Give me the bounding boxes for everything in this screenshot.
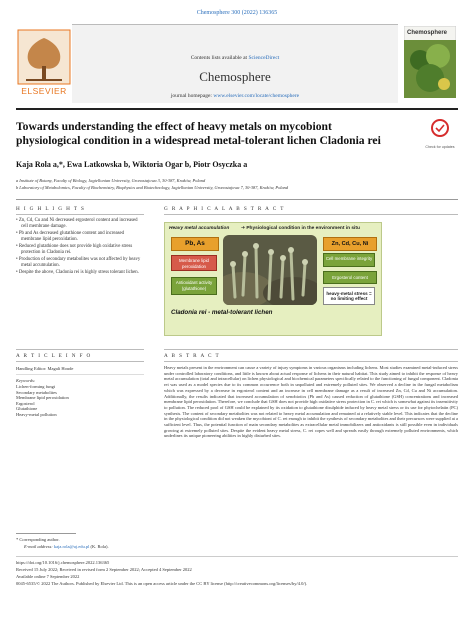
- highlights-heading: H I G H L I G H T S: [16, 206, 86, 212]
- article-info-rule-top: [16, 349, 144, 350]
- ga-lipid-box: Membrane lipid peroxidation: [171, 255, 217, 271]
- lichen-photo-image: [223, 235, 317, 305]
- article-title: Towards understanding the effect of heavy metals on mycobiont physiological condition in a widespread metal-tolerant lichen Cladonia rei: [16, 120, 381, 147]
- highlight-item: • Production of secondary metabolites was not affected by heavy metal accumulation.: [16, 257, 141, 268]
- keyword-item: Membrane lipid peroxidation: [16, 395, 69, 401]
- keywords-list: [16, 384, 144, 418]
- journal-cover-image: [404, 26, 456, 98]
- ga-ergosterol-box: Ergosterol content: [323, 271, 377, 284]
- highlight-item: • Pb and As decreased glutathione content and increased membrane lipid peroxidation.: [16, 231, 124, 242]
- ga-right-metals: Zn, Cd, Cu, Ni: [323, 237, 377, 251]
- handling-editor: Handling Editor: Magali Houde: [16, 366, 74, 371]
- graphical-abstract-rule: [164, 214, 458, 215]
- footnote-rule: [16, 533, 76, 534]
- contents-line: [72, 55, 398, 61]
- email-link[interactable]: kaja.rola@uj.edu.pl: [53, 544, 90, 549]
- ga-right-title: [241, 226, 360, 231]
- received-dates: Received 15 July 2022; Received in revised form 2 September 2022; Accepted 4 September 2022: [16, 567, 192, 572]
- article-info-rule: [16, 361, 144, 362]
- highlights-rule: [16, 214, 144, 215]
- journal-header: [72, 24, 398, 103]
- email-line: [16, 544, 464, 550]
- graphical-abstract-figure[interactable]: [164, 222, 382, 336]
- affiliation-a: a Institute of Botany, Faculty of Biology, Jagiellonian University, Gronostajowa 3, 30-387, Kraków, Poland: [16, 178, 206, 183]
- keyword-item: Secondary metabolites: [16, 389, 57, 395]
- contents-prefix: Contents lists available at: [190, 55, 249, 61]
- highlights-list: [16, 218, 144, 277]
- cover-title: Chemosphere: [407, 30, 448, 36]
- check-updates-label: Check for updates: [425, 145, 455, 149]
- copyright-line: 0045-6535/© 2022 The Authors. Published by Elsevier Ltd. This is an open access article under the CC BY license (http://creativecommons.org/licenses/by/4.0/).: [16, 581, 308, 586]
- highlight-item: • Despite the above, Cladonia rei is highly stress tolerant lichen.: [16, 270, 139, 275]
- keywords-label: Keywords:: [16, 378, 36, 383]
- sciencedirect-link[interactable]: ScienceDirect: [248, 55, 280, 61]
- abstract-rule: [164, 361, 458, 362]
- affiliation-b: b Laboratory of Metabolomics, Faculty of Biochemistry, Biophysics and Biotechnology, Jagiellonian University, Gronostajowa 7, 30-387, Kraków, Poland: [16, 185, 289, 190]
- abstract-text: Heavy metals present in the environment can cause a variety of injury symptoms in various organisms including lichens. Most studies examined metal-induced stress under controlled laboratory conditions, and little is known about actual response of lichens in their natural habitat. This study aimed to inhibit the response of heavy metal accumulation (total and intracellular) on lichen physiological and biochemical parameters specifically related to the functioning of fungal component. Cladonia rei was used as a model species due to its common occurrence both in unpolluted and extremely polluted sites. We observed a decline in the fungal metabolism which was expressed by a decrease in ergosterol content and an increase in cell membrane damage as a result of increased Zn, Cd, Cu and Ni accumulation. Additionally, the results indicated that increased accumulation of xenobiotics (Pb and As) caused reduction of glutathione (GSH) concentrations and increased membrane lipid peroxidation. Therefore, we conclude that GSH does not provide high oxidative stress protection in C. rei which is somewhat against its insensitivity to pollution. The reduced pool of GSH could be explained by its oxidation to glutathione disulphide induced by heavy metal stress or its use for phytochelatin (PC) synthesis. The content of secondary metabolites was not related to heavy metal accumulation and remained at a relatively stable level. This indicates that the decline in the physiological condition did not weaken the mycobiont of C. rei enough to inhibit the synthesis of secondary metabolites and their precursors were supplied at a sufficient level. Thus, the potential function of main secondary metabolites as extracellular metal immobilizers and antioxidants is still possible even in individuals growing at extremely polluted sites. Despite the evident heavy metal stress, C. rei copes well and spreads easily through extremely polluted environments, which underlines its unique pioneering abilities in highly disturbed sites.: [164, 365, 459, 439]
- ga-arrow-icon: ➜: [241, 226, 247, 231]
- doi-link[interactable]: https://doi.org/10.1016/j.chemosphere.2022.136365: [16, 560, 110, 565]
- homepage-link[interactable]: www.elsevier.com/locate/chemosphere: [213, 93, 300, 99]
- highlight-item: • Zn, Cd, Cu and Ni decreased ergosterol content and increased cell membrane damage.: [16, 218, 138, 229]
- homepage-prefix: journal homepage:: [170, 93, 214, 99]
- keyword-item: Heavy-metal pollution: [16, 411, 57, 417]
- ga-lichen-photo: [223, 235, 317, 305]
- keywords-rule: [16, 374, 144, 375]
- ga-antioxidant-box: Antioxidant activity (glutathione): [171, 277, 217, 295]
- publisher-logo-text: ELSEVIER: [21, 86, 67, 96]
- affiliation-divider: [16, 199, 458, 200]
- homepage-line: [72, 93, 398, 99]
- abstract-heading: A B S T R A C T: [164, 353, 221, 359]
- journal-citation[interactable]: Chemosphere 300 (2022) 136365: [196, 10, 278, 16]
- journal-name: Chemosphere: [199, 69, 271, 84]
- article-info-heading: A R T I C L E I N F O: [16, 353, 92, 359]
- journal-cover[interactable]: [404, 26, 456, 98]
- elsevier-logo: [16, 28, 72, 98]
- graphical-abstract-heading: G R A P H I C A L A B S T R A C T: [164, 206, 285, 212]
- footer-divider: [16, 556, 458, 557]
- keyword-item: Glutathione: [16, 406, 38, 412]
- corresponding-author: * Corresponding author.: [16, 537, 60, 542]
- ga-left-title: Heavy metal accumulation: [169, 226, 230, 231]
- email-suffix: (K. Rola).: [89, 544, 109, 549]
- keyword-item: Lichen-forming fungi: [16, 384, 56, 389]
- ga-left-metals: Pb, As: [171, 237, 219, 251]
- keyword-item: Ergosterol: [16, 400, 35, 406]
- email-label: E-mail address:: [24, 544, 54, 549]
- abstract-rule-top: [164, 349, 458, 350]
- author-list[interactable]: Kaja Rola a,*, Ewa Latkowska b, Wiktoria Ogar b, Piotr Osyczka a: [16, 160, 248, 169]
- ga-caption: Cladonia rei - metal-tolerant lichen: [171, 309, 273, 316]
- ga-right-title-text: Physiological condition in the environment in situ: [246, 226, 360, 231]
- available-online: Available online 7 September 2022: [16, 574, 80, 579]
- check-updates-icon: [424, 118, 456, 140]
- highlight-item: • Reduced glutathione does not provide high oxidative stress protection in Cladonia rei.: [16, 244, 133, 255]
- header-divider: [16, 108, 458, 110]
- ga-stress-box: heavy-metal stress = no limiting effect: [323, 287, 375, 305]
- check-updates-button[interactable]: [424, 118, 456, 149]
- ga-membrane-box: Cell membrane integrity: [323, 253, 375, 267]
